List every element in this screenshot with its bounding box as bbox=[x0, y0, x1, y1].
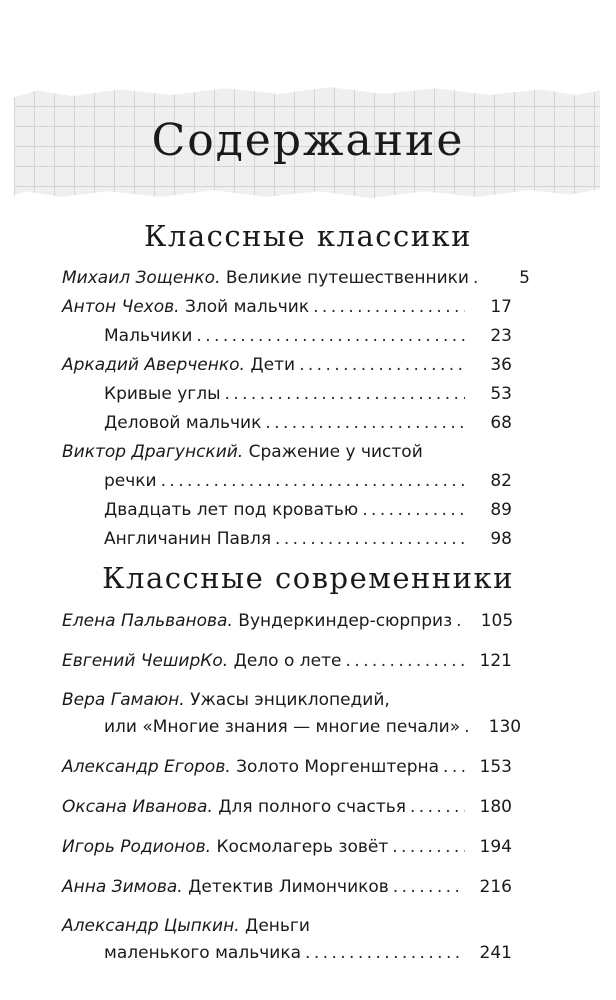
dot-leader bbox=[313, 293, 465, 322]
toc-entry[interactable] bbox=[62, 913, 512, 939]
toc-page-number: 121 bbox=[479, 651, 512, 671]
toc-entry[interactable] bbox=[62, 351, 512, 380]
toc-page-number: 105 bbox=[480, 611, 514, 631]
dot-leader bbox=[473, 264, 483, 293]
toc-page-number: 82 bbox=[490, 471, 512, 491]
toc-page-number: 153 bbox=[479, 757, 512, 777]
toc-story-title: маленького мальчика bbox=[104, 943, 302, 963]
toc-entry[interactable] bbox=[62, 264, 530, 293]
toc-author: Оксана Иванова. bbox=[62, 797, 213, 817]
toc-page-number: 23 bbox=[490, 326, 512, 346]
dot-leader bbox=[225, 380, 466, 409]
toc-author: Анна Зимова. bbox=[62, 877, 183, 897]
dot-leader bbox=[345, 647, 465, 676]
toc-entry[interactable] bbox=[62, 525, 512, 554]
toc-author: Антон Чехов. bbox=[62, 297, 180, 317]
toc-author: Александр Егоров. bbox=[62, 757, 231, 777]
toc-page-number: 89 bbox=[490, 500, 512, 520]
toc-entry-continuation[interactable] bbox=[62, 939, 512, 968]
toc-story-title: Деньги bbox=[245, 916, 310, 936]
toc-entry[interactable] bbox=[62, 496, 512, 525]
toc-page-number: 53 bbox=[490, 384, 512, 404]
toc-page-number: 5 bbox=[519, 268, 530, 288]
dot-leader bbox=[456, 607, 466, 636]
dot-leader bbox=[299, 351, 465, 380]
toc-section-classics bbox=[62, 264, 530, 554]
toc-entry[interactable] bbox=[62, 322, 512, 351]
toc-author: Михаил Зощенко. bbox=[62, 268, 221, 288]
toc-page-number: 68 bbox=[490, 413, 512, 433]
dot-leader bbox=[161, 467, 465, 496]
toc-entry[interactable] bbox=[62, 380, 512, 409]
dot-leader bbox=[196, 322, 465, 351]
dot-leader bbox=[392, 833, 465, 862]
toc-story-title: Деловой мальчик bbox=[104, 413, 262, 433]
toc-entry-continuation[interactable] bbox=[62, 467, 512, 496]
toc-entry[interactable] bbox=[62, 687, 512, 713]
toc-entry[interactable] bbox=[62, 793, 512, 822]
toc-story-title: Злой мальчик bbox=[184, 297, 310, 317]
dot-leader bbox=[362, 496, 465, 525]
toc-entry[interactable] bbox=[62, 293, 512, 322]
toc-section-contemporaries bbox=[62, 607, 522, 968]
toc-author: Вера Гамаюн. bbox=[62, 690, 185, 710]
toc-page-number: 194 bbox=[479, 837, 512, 857]
toc-page-number: 180 bbox=[479, 797, 512, 817]
page-title: Содержание bbox=[151, 115, 465, 166]
toc-page-number: 98 bbox=[490, 529, 512, 549]
dot-leader bbox=[265, 409, 465, 438]
dot-leader bbox=[393, 873, 465, 902]
toc-story-title: Детектив Лимончиков bbox=[188, 877, 389, 897]
toc-story-title: Двадцать лет под кроватью bbox=[104, 500, 359, 520]
dot-leader bbox=[464, 713, 474, 742]
toc-story-title: Вундеркиндер-сюрприз bbox=[238, 611, 453, 631]
dot-leader bbox=[443, 753, 465, 782]
toc-story-title: Дело о лете bbox=[233, 651, 342, 671]
toc-author: Елена Пальванова. bbox=[62, 611, 233, 631]
toc-story-title: Мальчики bbox=[104, 326, 193, 346]
toc-page-number: 17 bbox=[490, 297, 512, 317]
toc-entry[interactable] bbox=[62, 409, 512, 438]
section-title-contemporaries: Классные современники bbox=[102, 561, 514, 595]
toc-story-title: Ужасы энциклопедий, bbox=[190, 690, 390, 710]
toc-entry[interactable] bbox=[62, 647, 512, 676]
toc-page-number: 36 bbox=[490, 355, 512, 375]
toc-page-number: 216 bbox=[479, 877, 512, 897]
toc-entry[interactable] bbox=[62, 833, 512, 862]
toc-story-title: Сражение у чистой bbox=[248, 442, 423, 462]
toc-story-title: Для полного счастья bbox=[218, 797, 406, 817]
toc-entry[interactable] bbox=[62, 873, 512, 902]
toc-story-title: или «Многие знания — многие печали» bbox=[104, 717, 461, 737]
toc-entry[interactable] bbox=[62, 438, 512, 467]
toc-page-number: 130 bbox=[488, 717, 522, 737]
toc-entry-continuation[interactable] bbox=[62, 713, 522, 742]
toc-story-title: Космолагерь зовёт bbox=[216, 837, 389, 857]
toc-story-title: речки bbox=[104, 471, 157, 491]
toc-page-number: 241 bbox=[479, 943, 512, 963]
toc-story-title: Кривые углы bbox=[104, 384, 221, 404]
toc-entry[interactable] bbox=[62, 753, 512, 782]
dot-leader bbox=[305, 939, 465, 968]
dot-leader bbox=[275, 525, 465, 554]
dot-leader bbox=[410, 793, 465, 822]
section-title-classics: Классные классики bbox=[143, 219, 473, 253]
toc-story-title: Англичанин Павля bbox=[104, 529, 272, 549]
toc-story-title: Золото Моргенштерна bbox=[236, 757, 440, 777]
toc-author: Александр Цыпкин. bbox=[62, 916, 240, 936]
toc-author: Игорь Родионов. bbox=[62, 837, 212, 857]
toc-author: Аркадий Аверченко. bbox=[62, 355, 245, 375]
toc-author: Евгений ЧеширКо. bbox=[62, 651, 229, 671]
toc-entry[interactable] bbox=[62, 607, 512, 636]
toc-author: Виктор Драгунский. bbox=[62, 442, 244, 462]
toc-story-title: Великие путешественники bbox=[225, 268, 469, 288]
toc-story-title: Дети bbox=[250, 355, 296, 375]
